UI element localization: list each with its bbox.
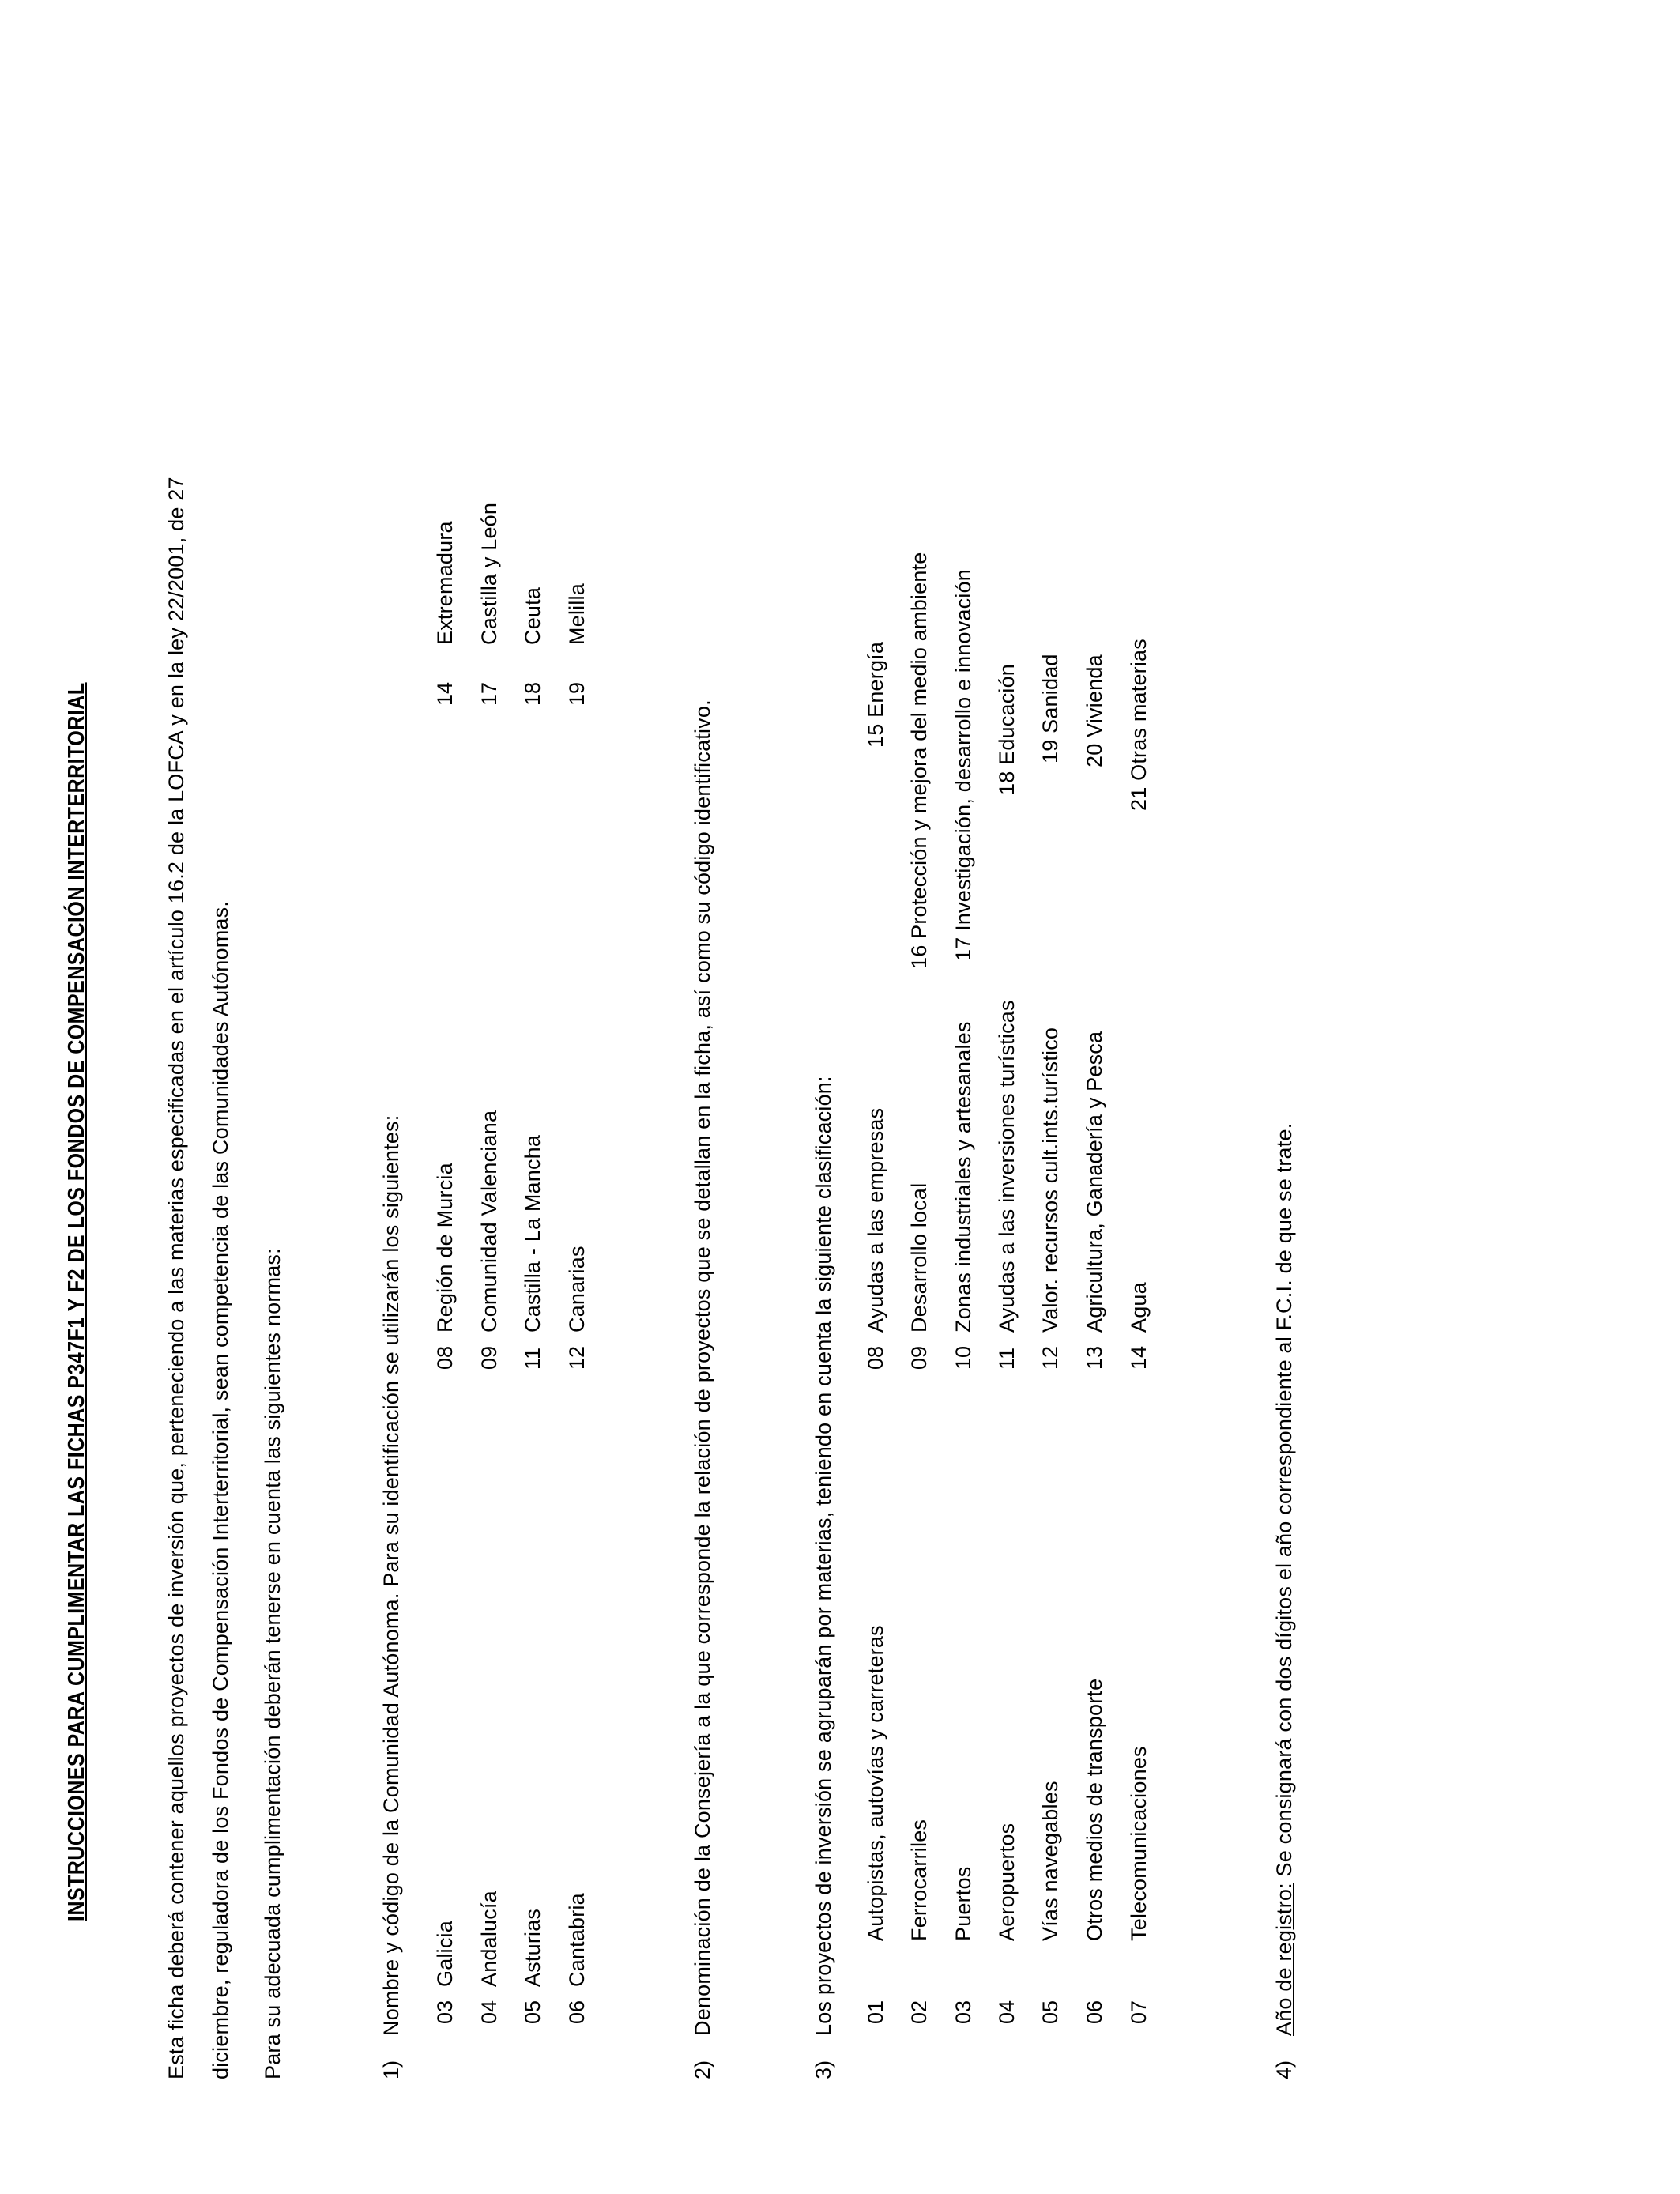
section-2-number: 2) — [691, 2060, 714, 2079]
materia-item: 20 Vivienda — [1083, 654, 1106, 767]
materia-code: 01 — [864, 2000, 887, 2024]
section-4-body: Se consignará con dos dígitos el año correspondiente al F.C.I. de que se trate. — [1272, 1122, 1296, 1883]
materia-item: 17 Investigación, desarrollo e innovación — [951, 568, 975, 961]
materia-name: Desarrollo local — [907, 1182, 931, 1333]
document-title — [62, 682, 91, 1921]
materia-code: 09 — [907, 1345, 931, 1370]
materia-code: 06 — [1083, 2000, 1106, 2024]
section-4-label: Año de registro: — [1272, 1883, 1296, 2036]
ccaa-code: 04 — [477, 2000, 501, 2024]
materia-name: Vías navegables — [1038, 1781, 1062, 1941]
section-3-number: 3) — [812, 2060, 835, 2079]
title-text: INSTRUCCIONES PARA CUMPLIMENTAR LAS FICHAS P347F1 Y F2 DE LOS FONDOS DE COMPENSACIÓN INTERTERRITORIAL — [64, 682, 89, 1921]
ccaa-name: Cantabria — [565, 1893, 589, 1987]
section-4-text — [1270, 1123, 1298, 2036]
ccaa-code: 08 — [433, 1345, 457, 1370]
materia-code: 12 — [1038, 1345, 1062, 1370]
section-1-text: Nombre y código de la Comunidad Autónoma. Para su identificación se utilizarán los siguientes: — [379, 1114, 403, 2036]
materia-code: 03 — [951, 2000, 975, 2024]
materia-code: 02 — [907, 2000, 931, 2024]
ccaa-name: Canarias — [565, 1246, 589, 1333]
ccaa-name: Castilla - La Mancha — [521, 1134, 544, 1333]
materia-item: 18 Educación — [995, 663, 1019, 795]
ccaa-name: Melilla — [565, 583, 589, 645]
ccaa-name: Galicia — [433, 1921, 457, 1987]
intro-line-3: Para su adecuada cumplimentación deberán tenerse en cuenta las siguientes normas: — [261, 1248, 284, 2079]
ccaa-code: 03 — [433, 2000, 457, 2024]
materia-code: 05 — [1038, 2000, 1062, 2024]
intro-line-1: Esta ficha deberá contener aquellos proyectos de inversión que, perteneciendo a las materias especificadas en el artículo 16.2 de la LOFCA y en la ley 22/2001, de 27 — [164, 477, 188, 2079]
materia-item: 19 Sanidad — [1038, 654, 1062, 763]
materia-name: Ayudas a las inversiones turísticas — [995, 1000, 1019, 1333]
section-2-text: Denominación de la Consejería a la que corresponde la relación de proyectos que se detallan en la ficha, así como su código identificativo. — [691, 699, 714, 2036]
ccaa-name: Andalucía — [477, 1891, 501, 1987]
ccaa-code: 09 — [477, 1345, 501, 1370]
intro-line-2: diciembre, reguladora de los Fondos de Compensación Interterritorial, sean competencia de las Comunidades Autónomas. — [209, 900, 232, 2079]
materia-name: Valor. recursos cult.ints.turístico — [1038, 1027, 1062, 1333]
materia-name: Agua — [1127, 1282, 1151, 1333]
ccaa-name: Región de Murcia — [433, 1163, 457, 1333]
materia-name: Ferrocarriles — [907, 1819, 931, 1941]
materia-code: 08 — [864, 1345, 887, 1370]
ccaa-code: 14 — [433, 681, 457, 706]
materia-item: 16 Protección y mejora del medio ambiente — [907, 552, 931, 969]
ccaa-name: Comunidad Valenciana — [477, 1110, 501, 1333]
section-1-number: 1) — [379, 2060, 403, 2079]
ccaa-name: Asturias — [521, 1908, 544, 1987]
ccaa-code: 19 — [565, 681, 589, 706]
materia-code: 11 — [995, 1347, 1019, 1370]
materia-name: Aeropuertos — [995, 1823, 1019, 1941]
materia-code: 14 — [1127, 1345, 1151, 1370]
ccaa-code: 06 — [565, 2000, 589, 2024]
section-3-text: Los proyectos de inversión se agruparán por materias, teniendo en cuenta la siguiente clasificación: — [812, 1076, 835, 2036]
materia-name: Puertos — [951, 1866, 975, 1941]
materia-code: 07 — [1127, 2000, 1151, 2024]
ccaa-code: 17 — [477, 681, 501, 706]
materia-code: 13 — [1083, 1345, 1106, 1370]
materia-name: Autopistas, autovías y carreteras — [864, 1625, 887, 1941]
materia-code: 04 — [995, 2000, 1019, 2024]
ccaa-name: Ceuta — [521, 586, 544, 645]
materia-item: 21 Otras materias — [1127, 639, 1151, 811]
ccaa-code: 05 — [521, 2000, 544, 2024]
ccaa-code: 12 — [565, 1345, 589, 1370]
materia-item: 15 Energía — [864, 641, 887, 748]
section-4-number: 4) — [1272, 2060, 1296, 2079]
materia-name: Ayudas a las empresas — [864, 1107, 887, 1333]
ccaa-name: Castilla y León — [477, 502, 501, 645]
materia-name: Zonas industriales y artesanales — [951, 1021, 975, 1333]
ccaa-name: Extremadura — [433, 521, 457, 645]
ccaa-code: 18 — [521, 681, 544, 706]
materia-name: Agricultura, Ganadería y Pesca — [1083, 1031, 1106, 1333]
ccaa-code: 11 — [521, 1347, 544, 1370]
materia-name: Telecomunicaciones — [1127, 1746, 1151, 1941]
materia-code: 10 — [951, 1345, 975, 1370]
materia-name: Otros medios de transporte — [1083, 1678, 1106, 1941]
